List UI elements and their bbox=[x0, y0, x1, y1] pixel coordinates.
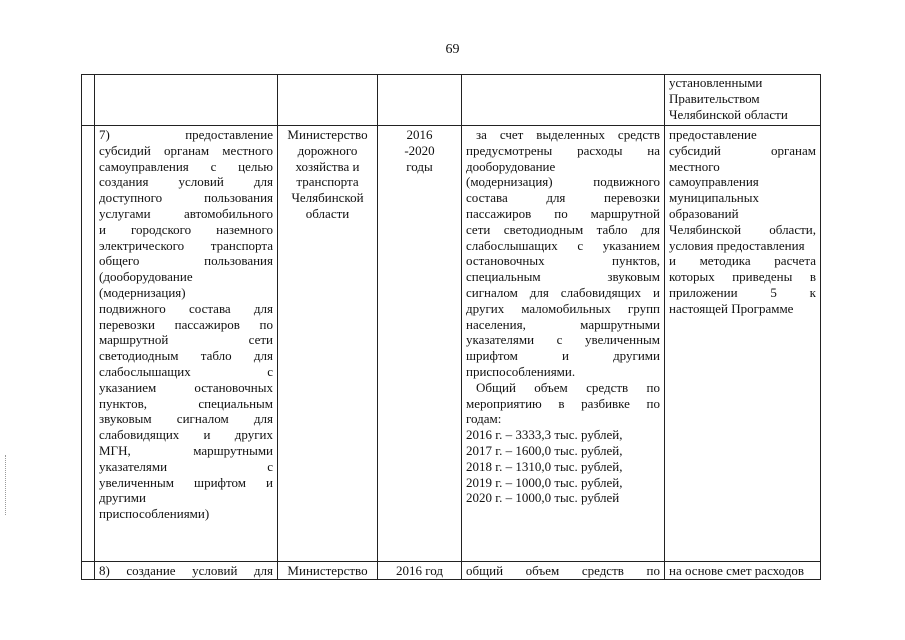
text-line: приложении 5 к bbox=[669, 284, 816, 300]
year-amount: 2017 г. – 1600,0 тыс. рублей, bbox=[466, 442, 623, 458]
executor-cell bbox=[278, 562, 378, 580]
text-line: слабовидящих и других bbox=[99, 427, 273, 443]
measure-name-cell bbox=[95, 75, 278, 126]
executor-cell bbox=[278, 126, 378, 562]
text-line: Общий объем средств по bbox=[476, 379, 660, 395]
text-line: светодиодным табло для bbox=[99, 348, 273, 364]
text-line: субсидий органам bbox=[669, 142, 816, 158]
text-line: увеличенным шрифтом и bbox=[99, 474, 273, 490]
text-line: указателями с bbox=[99, 458, 273, 474]
text-line: подвижного состава для bbox=[99, 300, 273, 316]
text-line: настоящей Программе bbox=[669, 300, 794, 316]
row-number-cell bbox=[82, 562, 95, 580]
period-text: 2016 -2020 годы bbox=[404, 127, 435, 174]
text-line: создания условий для bbox=[99, 174, 273, 190]
text-line: (модернизация) подвижного bbox=[466, 174, 660, 190]
text-line: области bbox=[305, 205, 350, 221]
text-line: (дооборудование bbox=[99, 269, 193, 285]
text-line: установленными bbox=[669, 75, 763, 90]
text-line: слабослышащих с указанием bbox=[466, 237, 660, 253]
text-line: Министерство bbox=[287, 127, 368, 142]
text-line: Челябинской bbox=[291, 190, 364, 206]
measure-name-text bbox=[99, 127, 273, 522]
row-number-cell bbox=[82, 75, 95, 126]
text-line: предусмотрены расходы на bbox=[466, 142, 660, 158]
text-line: других маломобильных групп bbox=[466, 300, 660, 316]
text-line: образований bbox=[669, 205, 739, 221]
basis-text bbox=[669, 563, 816, 579]
text-line: указанием остановочных bbox=[99, 379, 273, 395]
table-row-8 bbox=[82, 562, 821, 580]
period-text: 2016 год bbox=[396, 563, 443, 578]
text-line: годам: bbox=[466, 411, 502, 427]
text-line: Челябинской области, bbox=[669, 221, 816, 237]
text-line: 8) создание условий для bbox=[99, 563, 273, 578]
text-line: транспорта bbox=[296, 174, 359, 190]
basis-text bbox=[669, 75, 816, 122]
text-line: маршрутной сети bbox=[99, 332, 273, 348]
text-line: самоуправления с целью bbox=[99, 158, 273, 174]
text-line: пассажиров по маршрутной bbox=[466, 205, 660, 221]
funding-cell bbox=[462, 126, 665, 562]
text-line: другими bbox=[99, 490, 146, 506]
text-line: условия предоставления bbox=[669, 237, 805, 253]
year-amount: 2018 г. – 1310,0 тыс. рублей, bbox=[466, 458, 623, 474]
text-line: приспособлениями) bbox=[99, 506, 210, 522]
margin-mark bbox=[5, 455, 7, 515]
text-line: 7) предоставление bbox=[99, 127, 273, 142]
year-amount: 2016 г. – 3333,3 тыс. рублей, bbox=[466, 427, 623, 443]
text-line: Челябинской области bbox=[669, 106, 788, 122]
measure-name-cell bbox=[95, 126, 278, 562]
executor-cell bbox=[278, 75, 378, 126]
text-line: звуковым сигналом для bbox=[99, 411, 273, 427]
text-line: общего пользования bbox=[99, 253, 273, 269]
text-line: МГН, маршрутными bbox=[99, 442, 273, 458]
text-line: шрифтом и другими bbox=[466, 348, 660, 364]
text-line: мероприятию в разбивке по bbox=[466, 395, 660, 411]
funding-text bbox=[466, 127, 660, 506]
text-line: доступного пользования bbox=[99, 190, 273, 206]
period-cell bbox=[378, 75, 462, 126]
text-line: на основе смет расходов bbox=[669, 563, 805, 578]
table-row-7 bbox=[82, 126, 821, 562]
year-amount: 2019 г. – 1000,0 тыс. рублей, bbox=[466, 474, 623, 490]
row-number-cell bbox=[82, 126, 95, 562]
text-line: (модернизация) bbox=[99, 284, 186, 300]
text-line: состава для перевозки bbox=[466, 190, 660, 206]
funding-text bbox=[466, 563, 660, 579]
text-line: перевозки пассажиров по bbox=[99, 316, 273, 332]
program-measures-table bbox=[81, 74, 821, 580]
text-line: электрического транспорта bbox=[99, 237, 273, 253]
text-line: за счет выделенных средств bbox=[476, 127, 660, 142]
text-line: населения, маршрутными bbox=[466, 316, 660, 332]
text-line: указателями с увеличенным bbox=[466, 332, 660, 348]
executor-text: Министерство bbox=[287, 563, 368, 578]
text-line: дорожного bbox=[297, 142, 358, 158]
measure-name-text bbox=[99, 563, 273, 579]
text-line: приспособлениями. bbox=[466, 363, 576, 379]
text-line: специальным звуковым bbox=[466, 269, 660, 285]
text-line: и методика расчета bbox=[669, 253, 816, 269]
executor-text bbox=[282, 127, 373, 222]
measure-name-cell bbox=[95, 562, 278, 580]
text-line: муниципальных bbox=[669, 190, 760, 206]
basis-cell bbox=[665, 75, 821, 126]
text-line: пунктов, специальным bbox=[99, 395, 273, 411]
text-line: общий объем средств по bbox=[466, 563, 660, 578]
basis-cell bbox=[665, 126, 821, 562]
text-line: услугами автомобильного bbox=[99, 205, 273, 221]
basis-text bbox=[669, 127, 816, 317]
text-line: хозяйства и bbox=[295, 158, 360, 174]
text-line: дооборудование bbox=[466, 158, 556, 174]
text-line: субсидий органам местного bbox=[99, 142, 273, 158]
text-line: самоуправления bbox=[669, 174, 759, 190]
table-row-continuation bbox=[82, 75, 821, 126]
text-line: сигналом для слабовидящих и bbox=[466, 284, 660, 300]
text-line: сети светодиодным табло для bbox=[466, 221, 660, 237]
funding-cell bbox=[462, 562, 665, 580]
text-line: Правительством bbox=[669, 90, 760, 106]
text-line: и городского наземного bbox=[99, 221, 273, 237]
year-amount: 2020 г. – 1000,0 тыс. рублей bbox=[466, 490, 620, 506]
period-cell bbox=[378, 562, 462, 580]
text-line: остановочных пунктов, bbox=[466, 253, 660, 269]
text-line: предоставление bbox=[669, 127, 757, 142]
page-number: 69 bbox=[445, 42, 460, 57]
text-line: слабослышащих с bbox=[99, 363, 273, 379]
period-cell bbox=[378, 126, 462, 562]
funding-cell bbox=[462, 75, 665, 126]
basis-cell bbox=[665, 562, 821, 580]
text-line: местного bbox=[669, 158, 720, 174]
text-line: которых приведены в bbox=[669, 269, 816, 285]
